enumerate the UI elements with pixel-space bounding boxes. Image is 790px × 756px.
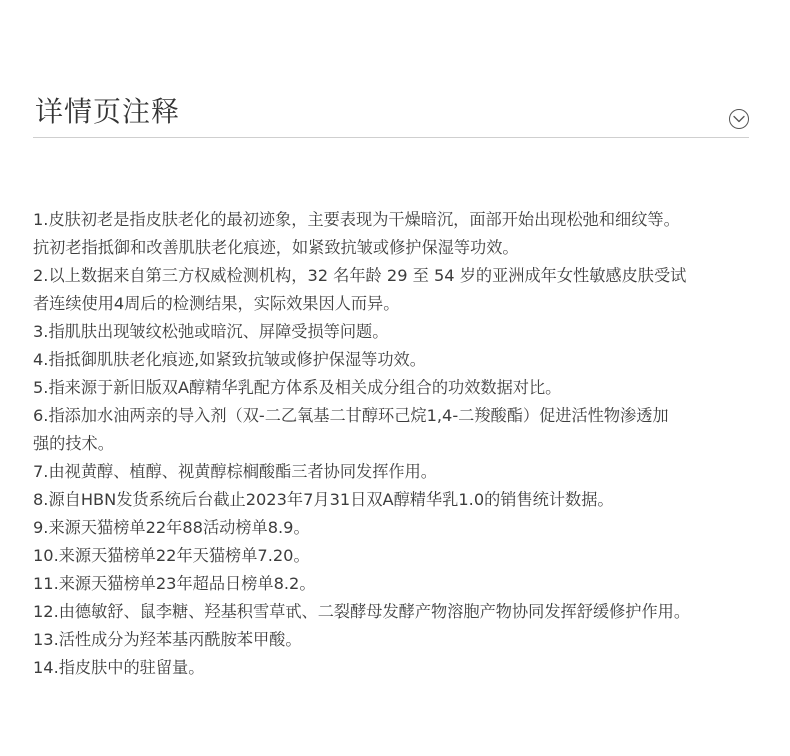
note-line: 12.由德敏舒、鼠李糖、羟基积雪草甙、二裂酵母发酵产物溶胞产物协同发挥舒缓修护作用。 [33,602,691,621]
note-line: 抗初老指抵御和改善肌肤老化痕迹，如紧致抗皱或修护保湿等功效。 [33,238,519,257]
note-line: 14.指皮肤中的驻留量。 [33,658,205,677]
note-line: 10.来源天猫榜单22年天猫榜单7.20。 [33,546,310,565]
chevron-down-icon [733,115,745,123]
note-line: 者连续使用4周后的检测结果，实际效果因人而异。 [33,294,400,313]
notes-header [33,88,749,138]
note-line: 强的技术。 [33,434,114,453]
collapse-toggle-button[interactable] [729,109,749,129]
note-line: 2.以上数据来自第三方权威检测机构，32 名年龄 29 至 54 岁的亚洲成年女性敏感皮肤受试 [33,266,687,285]
note-line: 1.皮肤初老是指皮肤老化的最初迹象，主要表现为干燥暗沉，面部开始出现松弛和细纹等。 [33,210,680,229]
note-line: 3.指肌肤出现皱纹松弛或暗沉、屏障受损等问题。 [33,322,389,341]
note-line: 4.指抵御肌肤老化痕迹,如紧致抗皱或修护保湿等功效。 [33,350,426,369]
note-line: 5.指来源于新旧版双A醇精华乳配方体系及相关成分组合的功效数据对比。 [33,378,562,397]
note-line: 6.指添加水油两亲的导入剂（双-二乙氧基二甘醇环己烷1,4-二羧酸酯）促进活性物渗透加 [33,406,669,425]
notes-list [33,206,763,682]
page-title: 详情页注释 [35,95,181,128]
note-line: 7.由视黄醇、植醇、视黄醇棕榈酸酯三者协同发挥作用。 [33,462,437,481]
note-line: 8.源自HBN发货系统后台截止2023年7月31日双A醇精华乳1.0的销售统计数据。 [33,490,614,509]
note-line: 13.活性成分为羟苯基丙酰胺苯甲酸。 [33,630,302,649]
note-line: 9.来源天猫榜单22年88活动榜单8.9。 [33,518,310,537]
note-line: 11.来源天猫榜单23年超品日榜单8.2。 [33,574,316,593]
